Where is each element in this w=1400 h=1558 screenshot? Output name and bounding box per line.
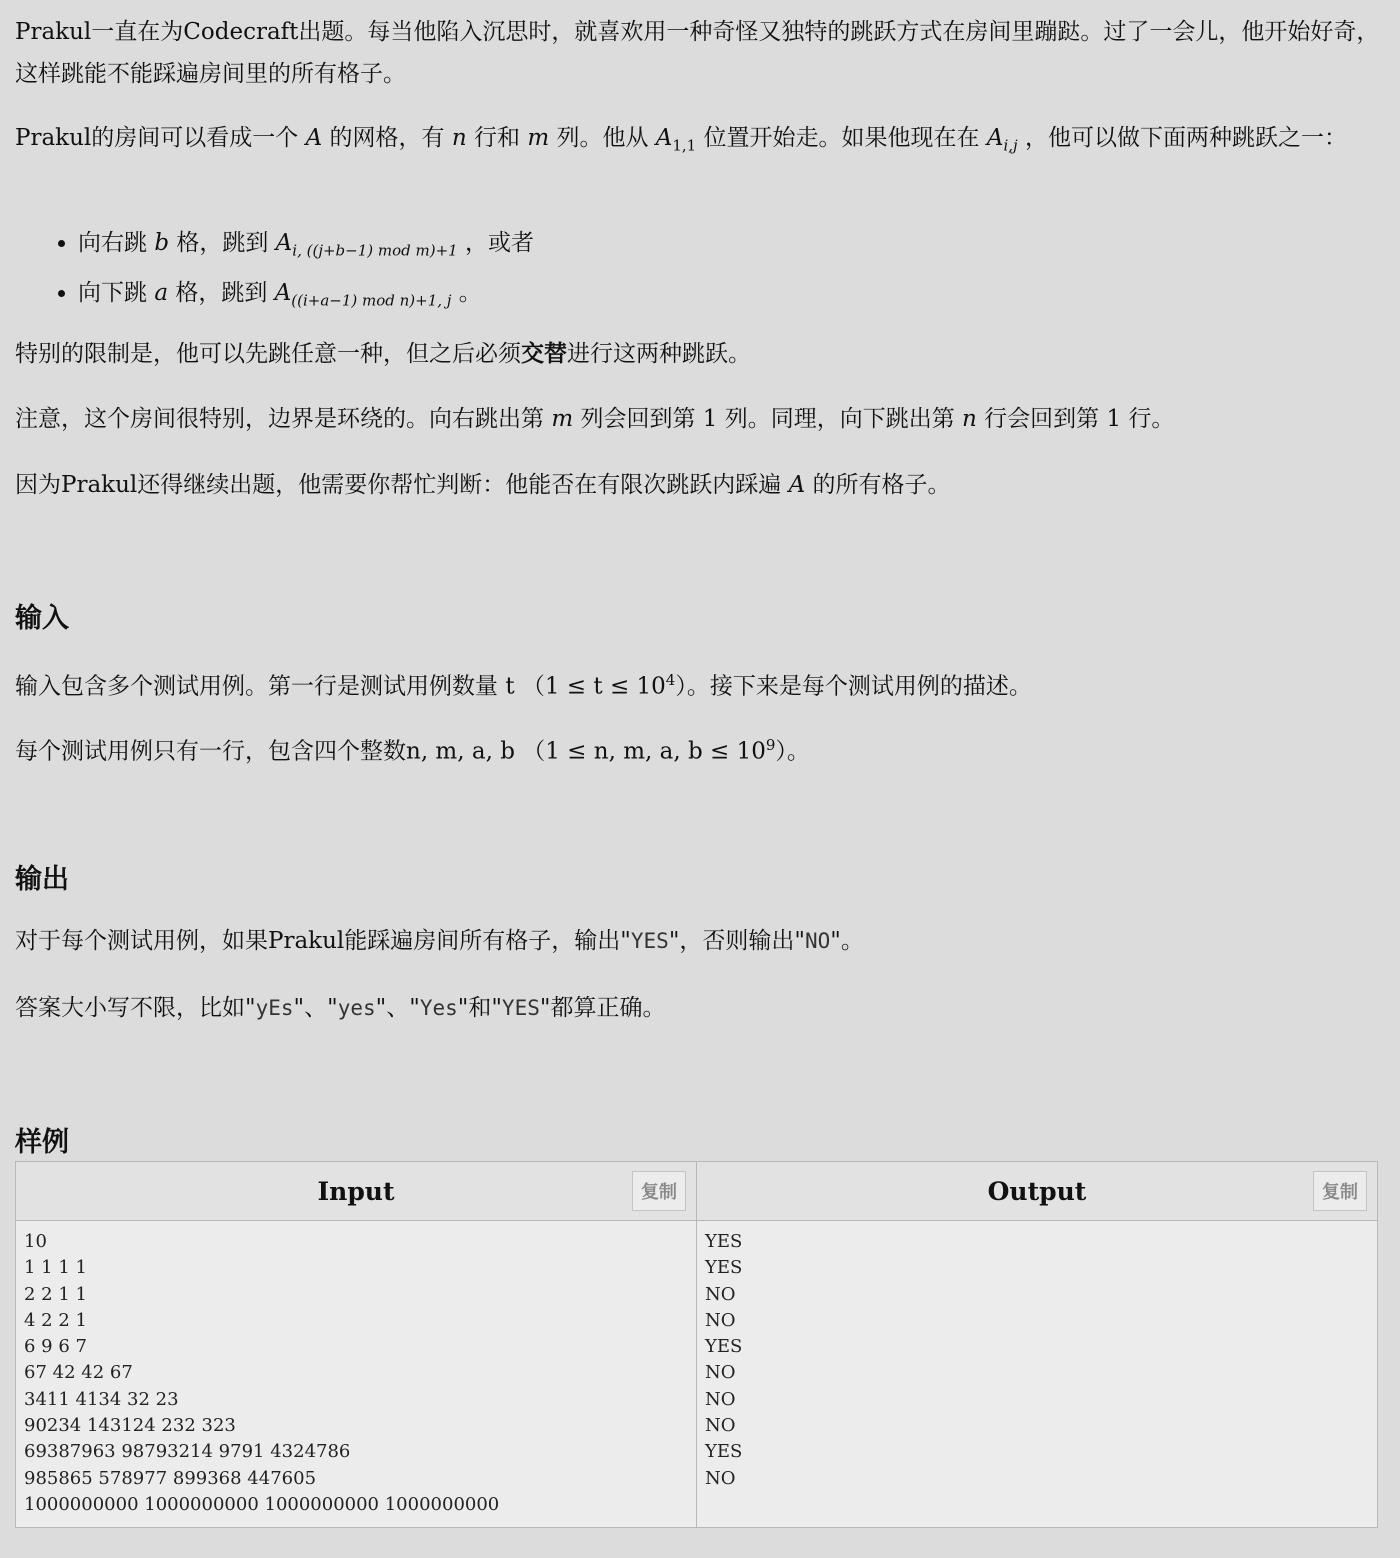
- code-variant: yes: [337, 996, 376, 1020]
- output-line-1: [15, 920, 864, 962]
- text-fragment: 位置开始走。如果他现在在: [703, 125, 980, 151]
- text-fragment: 对于每个测试用例，如果Prakul能踩遍房间所有格子，输出": [15, 928, 631, 954]
- code-variant: yEs: [255, 996, 294, 1020]
- text-fragment: "。: [830, 928, 864, 954]
- copy-input-button[interactable]: 复制: [632, 1171, 686, 1211]
- text-fragment: 行。: [1128, 406, 1175, 432]
- math-subscript: ((i+a−1) mod n)+1, j: [291, 291, 452, 310]
- question-paragraph: [15, 464, 951, 506]
- grid-description-paragraph: [15, 117, 1385, 167]
- sample-output-column: [696, 1162, 1377, 1527]
- math-m: m: [551, 406, 574, 432]
- intro-paragraph: Prakul一直在为Codecraft出题。每当他陷入沉思时，就喜欢用一种奇怪又独特的跳跃方式在房间里蹦跶。过了一会儿，他开始好奇，这样跳能不能踩遍房间里的所有格子。: [15, 19, 1380, 87]
- code-yes: YES: [630, 929, 669, 953]
- input-line-1: [15, 659, 1032, 708]
- output-header-label: Output: [987, 1176, 1087, 1206]
- sample-output-header: [697, 1162, 1377, 1221]
- text-fragment: 向下跳: [78, 279, 147, 306]
- text-fragment: "和": [457, 995, 502, 1021]
- text-fragment: "，否则输出": [668, 928, 805, 954]
- sample-section-title: 样例: [15, 1127, 69, 1158]
- text-fragment: Prakul的房间可以看成一个: [15, 125, 299, 151]
- math-exponent: 9: [765, 736, 776, 754]
- text-fragment: 的所有格子。: [812, 472, 951, 498]
- text-fragment: 格，跳到: [175, 279, 268, 306]
- code-variant: Yes: [419, 996, 458, 1020]
- math-n: n: [451, 125, 467, 151]
- emphasis-text: 交替: [521, 340, 567, 367]
- text-fragment: 答案大小写不限，比如": [15, 995, 256, 1021]
- math-nmab-range: n, m, a, b （1 ≤ n, m, a, b ≤ 10: [406, 738, 766, 765]
- text-fragment: ，或者: [465, 230, 535, 256]
- math-a: a: [154, 279, 169, 306]
- code-no: NO: [804, 929, 831, 953]
- text-fragment: 列。他从: [556, 125, 649, 151]
- sample-input-text[interactable]: 10 1 1 1 1 2 2 1 1 4 2 2 1 6 9 6 7 67 42 42 67 3411 4134 32 23 90234 143124 232 323 69387963 98793214 9791 4324786 985865 578977 899368 447605 1000000000 1000000000 1000000000 1000000000: [24, 1231, 500, 1515]
- sample-input-column: [16, 1162, 696, 1527]
- text-fragment: 特别的限制是，他可以先跳任意一种，但之后必须: [15, 341, 521, 367]
- sample-table: [15, 1161, 1378, 1528]
- text-fragment: 行和: [474, 125, 520, 151]
- list-item: [78, 272, 1378, 322]
- sample-input-header: [16, 1162, 696, 1221]
- math-A: A: [274, 279, 292, 306]
- math-A: A: [655, 125, 673, 151]
- math-n: n: [962, 406, 977, 432]
- text-fragment: "、": [293, 995, 338, 1021]
- math-m: m: [527, 125, 550, 151]
- sample-output-text[interactable]: YES YES NO NO YES NO NO NO YES NO: [705, 1231, 743, 1489]
- text-fragment: 列会回到第: [580, 406, 696, 432]
- text-fragment: 输入包含多个测试用例。第一行是测试用例数量: [15, 673, 498, 700]
- math-A: A: [305, 125, 323, 151]
- text-fragment: 。: [458, 279, 482, 306]
- math-subscript: i,j: [1003, 136, 1018, 155]
- math-one: 1: [1106, 406, 1122, 432]
- math-exponent: 4: [665, 671, 676, 689]
- math-subscript: i, ((j+b−1) mod m)+1: [292, 241, 458, 260]
- copy-output-button[interactable]: 复制: [1313, 1171, 1367, 1211]
- math-A: A: [275, 230, 293, 256]
- input-line-2: [15, 724, 810, 773]
- output-line-2: [15, 987, 665, 1029]
- math-subscript: 1,1: [672, 136, 697, 155]
- text-fragment: 注意，这个房间很特别，边界是环绕的。向右跳出第: [15, 406, 544, 432]
- output-section-title: 输出: [15, 864, 69, 895]
- math-t-range: t （1 ≤ t ≤ 10: [505, 673, 666, 700]
- text-fragment: 行会回到第: [984, 406, 1100, 432]
- text-fragment: "都算正确。: [539, 995, 666, 1021]
- list-item: [78, 222, 1378, 272]
- input-header-label: Input: [317, 1176, 395, 1206]
- math-A: A: [986, 125, 1004, 151]
- text-fragment: "、": [375, 995, 420, 1021]
- text-fragment: 因为Prakul还得继续出题，他需要你帮忙判断：他能否在有限次跳跃内踩遍: [15, 472, 782, 498]
- restriction-paragraph: [15, 333, 751, 375]
- math-b: b: [154, 230, 170, 256]
- text-fragment: ）。: [775, 738, 810, 765]
- text-fragment: ）。接下来是每个测试用例的描述。: [675, 673, 1032, 700]
- input-section-title: 输入: [15, 603, 69, 634]
- math-A: A: [788, 472, 806, 498]
- text-fragment: 列。同理，向下跳出第: [724, 406, 955, 432]
- jump-rules-list: [15, 222, 1378, 321]
- text-fragment: ，他可以做下面两种跳跃之一：: [1025, 125, 1348, 151]
- text-fragment: 进行这两种跳跃。: [567, 341, 751, 367]
- text-fragment: 每个测试用例只有一行，包含四个整数: [15, 738, 406, 765]
- wraparound-paragraph: [15, 398, 1174, 440]
- math-one: 1: [702, 406, 718, 432]
- code-variant: YES: [501, 996, 540, 1020]
- text-fragment: 格，跳到: [176, 230, 269, 256]
- text-fragment: 的网格，有: [329, 125, 445, 151]
- text-fragment: 向右跳: [78, 230, 147, 256]
